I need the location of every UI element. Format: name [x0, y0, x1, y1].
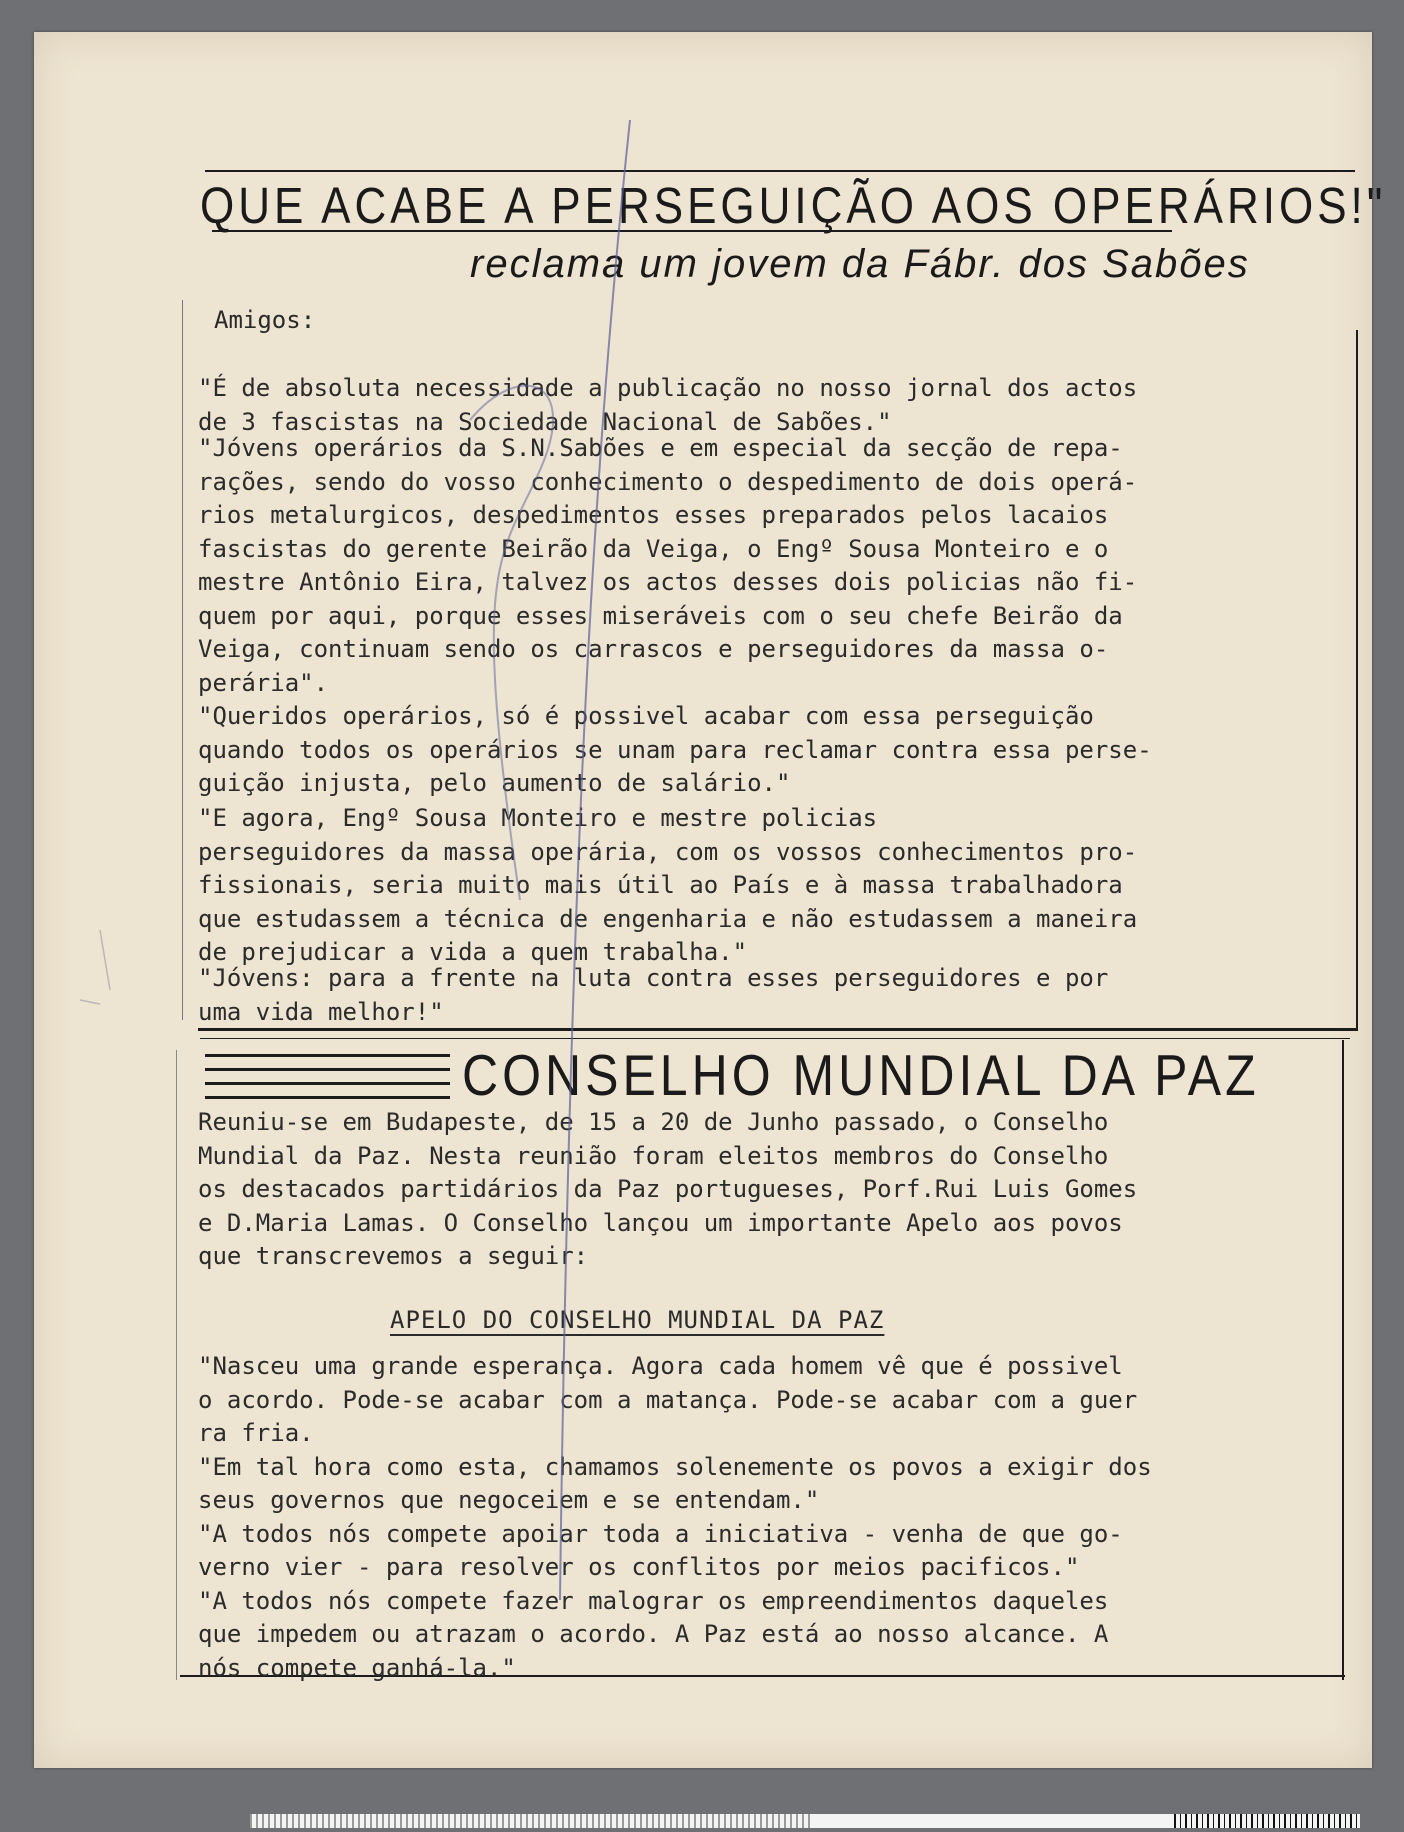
section-intro: Reuniu-se em Budapeste, de 15 a 20 de Junho passado, o Conselho Mundial da Paz. Nesta reunião foram eleitos membros do Conselho os destacados partidários da Paz portugueses, Porf.Rui Luis Gomes e D.Maria Lamas. O Conselho lançou um importante Apelo aos povos que transcrevemos a seguir:: [198, 1108, 1138, 1270]
title-line-3: [205, 1082, 450, 1085]
appeal-title: APELO DO CONSELHO MUNDIAL DA PAZ: [390, 1306, 885, 1334]
headline: QUE ACABE A PERSEGUIÇÃO AOS OPERÁRIOS!": [200, 178, 1387, 235]
title-line-4: [205, 1096, 450, 1099]
letter-paragraph-2: "Jóvens operários da S.N.Sabões e em especial da secção de repa- rações, sendo do vosso conhecimento o despedimento de dois operá- rios metalurgicos, despedimentos esses preparados pelos lacaios fascistas do gerente Beirão da Veiga, o Engº Sousa Monteiro e o mestre Antônio Eira, talvez os actos desses dois policias não fi- quem por aqui, porque esses miseráveis com o seu chefe Beirão da Veiga, continuam sendo os carrascos e perseguidores da massa o- perária".: [198, 434, 1138, 697]
letter-paragraph-1: "É de absoluta necessidade a publicação no nosso jornal dos actos de 3 fascistas na Sociedade Nacional de Sabões.": [198, 374, 1138, 436]
title-line-2: [205, 1068, 450, 1071]
letter-paragraph-4: "E agora, Engº Sousa Monteiro e mestre policias perseguidores da massa operária, com os vossos conhecimentos pro- fissionais, seria muito mais útil ao País e à massa trabalhadora que estudassem a técnica de engenharia e não estudassem a maneira de prejudicar a vida a quem trabalha.": [198, 804, 1138, 966]
section-title: CONSELHO MUNDIAL DA PAZ: [462, 1043, 1260, 1108]
middle-rule-2: [200, 1038, 1350, 1039]
letter-paragraph-5: "Jóvens: para a frente na luta contra esses perseguidores e por uma vida melhor!": [198, 964, 1109, 1026]
left-rule-upper: [182, 300, 183, 1020]
right-rule-upper: [1356, 330, 1358, 1030]
letter-paragraph-3: "Queridos operários, só é possivel acabar com essa perseguição quando todos os operários se unam para reclamar contra essa perse- guição injusta, pelo aumento de salário.": [198, 702, 1152, 797]
ruler-blank-segment: [810, 1814, 1170, 1828]
top-rule: [205, 170, 1355, 172]
color-scale-bar: [250, 1814, 1360, 1828]
greeting: Amigos:: [214, 306, 316, 334]
subheadline: reclama um jovem da Fábr. dos Sabões: [470, 242, 1250, 286]
left-rule-lower: [176, 1050, 177, 1680]
appeal-text: "Nasceu uma grande esperança. Agora cada homem vê que é possivel o acordo. Pode-se acabar com a matança. Pode-se acabar com a guer ra fria. "Em tal hora como esta, chamamos solenemente os povos a exigir dos seus governos que negoceiem e se entendam." "A todos nós compete apoiar toda a iniciativa - venha de que go- verno vier - para resolver os conflitos por meios pacificos." "A todos nós compete fazer malograr os empreendimentos daqueles que impedem ou atrazam o acordo. A Paz está ao nosso alcance. A nós compete ganhá-la.": [198, 1352, 1152, 1682]
title-line-1: [205, 1054, 450, 1057]
ruler-light-segment: [250, 1814, 810, 1828]
